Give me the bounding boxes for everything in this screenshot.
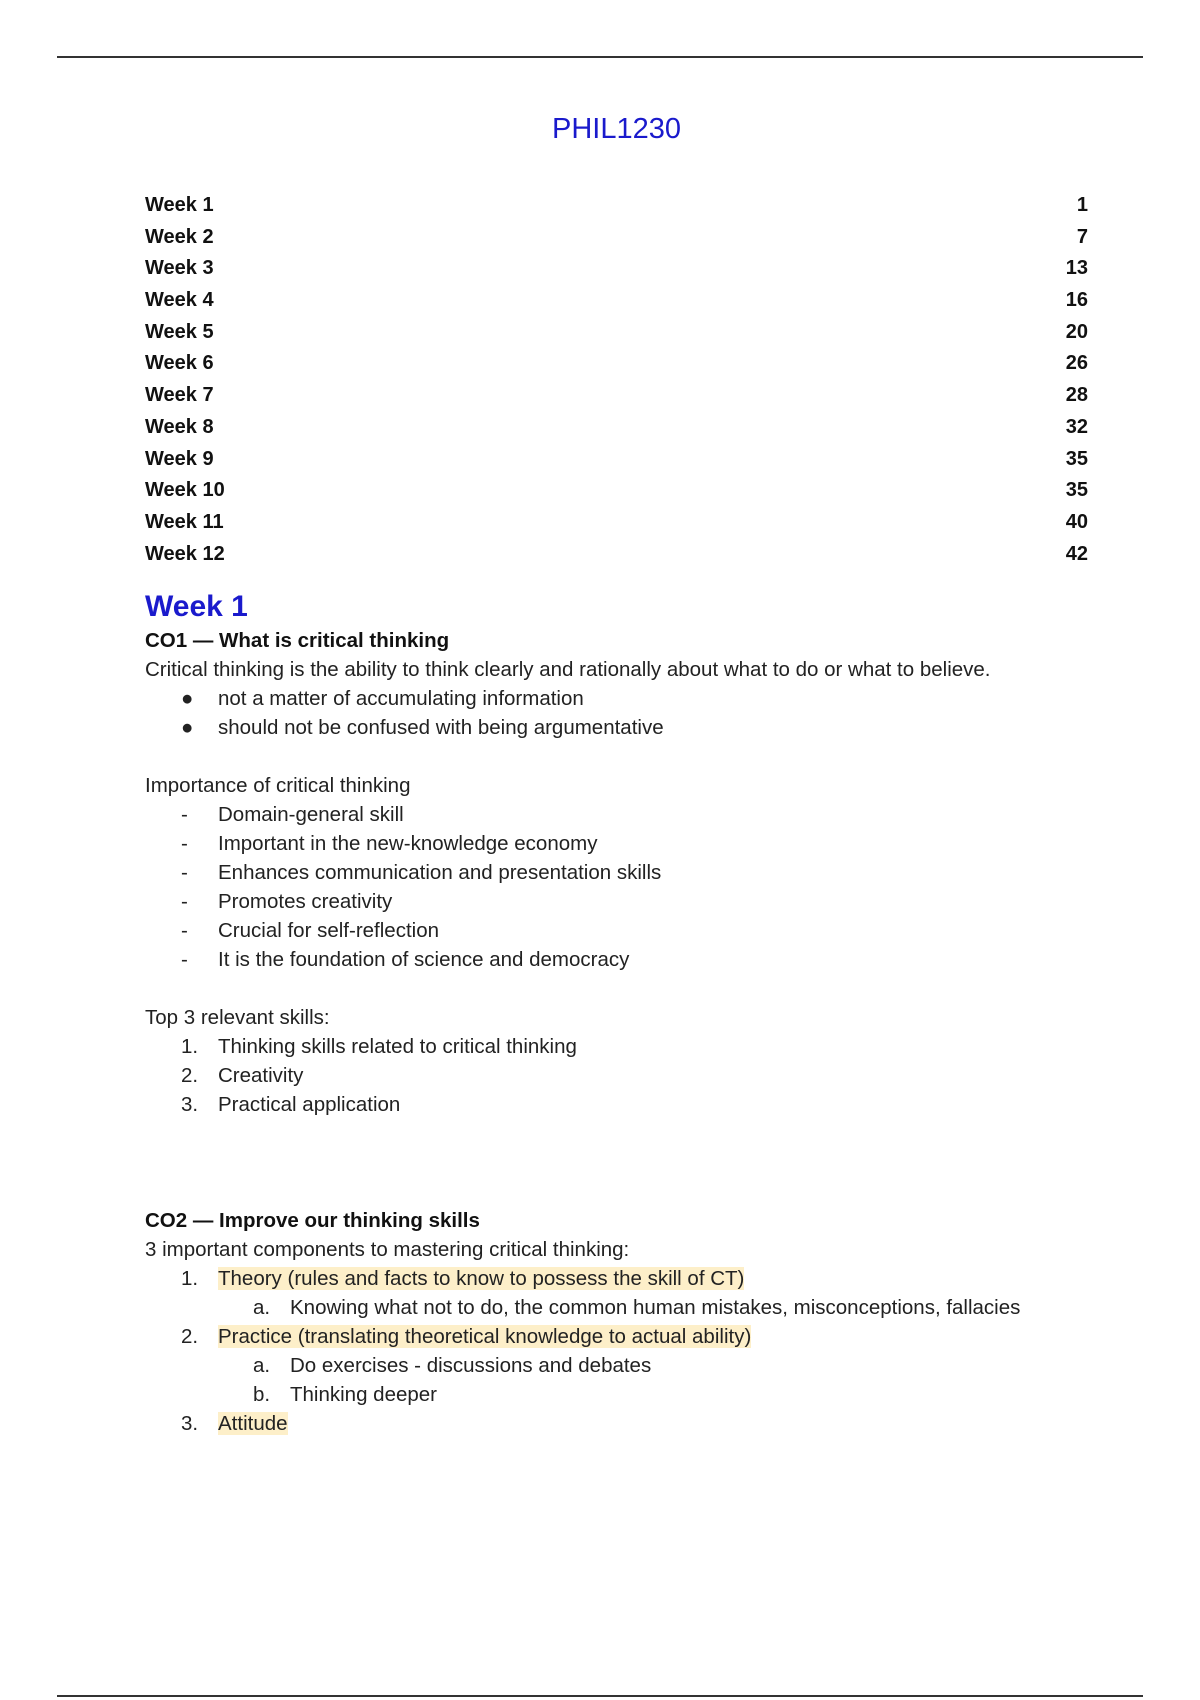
toc-page: 28 xyxy=(1065,384,1088,407)
list-item xyxy=(145,1322,1145,1351)
toc-page: 13 xyxy=(1065,257,1088,280)
toc-page: 7 xyxy=(1076,225,1088,248)
bullet-marker: ● xyxy=(181,687,194,710)
spacer xyxy=(145,742,1145,771)
toc-label: Week 12 xyxy=(145,542,225,565)
list-item-text: It is the foundation of science and democracy xyxy=(218,948,630,971)
toc-page: 16 xyxy=(1065,289,1088,312)
toc-label: Week 9 xyxy=(145,447,214,470)
toc-row[interactable] xyxy=(145,253,1088,285)
toc-page: 26 xyxy=(1065,352,1088,375)
list-item-text: Creativity xyxy=(218,1064,304,1087)
highlighted-text: Attitude xyxy=(218,1412,288,1435)
toc-row[interactable] xyxy=(145,348,1088,380)
toc-row[interactable] xyxy=(145,507,1088,539)
toc-label: Week 2 xyxy=(145,225,214,248)
dash-marker: - xyxy=(181,890,188,913)
co2-heading: CO2 — Improve our thinking skills xyxy=(145,1209,480,1232)
toc-label: Week 7 xyxy=(145,384,214,407)
number-marker: 2. xyxy=(181,1064,199,1087)
sub-list-item xyxy=(145,1351,1145,1380)
week1-section xyxy=(145,590,1145,1438)
spacer xyxy=(145,974,1145,1003)
top3-label: Top 3 relevant skills: xyxy=(145,1006,330,1029)
toc-row[interactable] xyxy=(145,475,1088,507)
importance-label: Importance of critical thinking xyxy=(145,774,411,797)
list-item xyxy=(145,713,1145,742)
top-rule xyxy=(57,56,1143,58)
number-marker: 2. xyxy=(181,1325,199,1348)
toc-row[interactable] xyxy=(145,285,1088,317)
toc-page: 32 xyxy=(1065,415,1088,438)
toc-page: 40 xyxy=(1065,510,1088,533)
table-of-contents xyxy=(145,190,1088,570)
toc-label: Week 4 xyxy=(145,289,214,312)
list-item-text: Knowing what not to do, the common human mistakes, misconceptions, fallacies xyxy=(290,1296,1021,1319)
list-item-text: Crucial for self-reflection xyxy=(218,919,440,942)
letter-marker: a. xyxy=(253,1296,271,1319)
list-item xyxy=(145,1409,1145,1438)
dash-marker: - xyxy=(181,919,188,942)
toc-page: 35 xyxy=(1065,447,1088,470)
list-item xyxy=(145,1061,1145,1090)
list-item xyxy=(145,1032,1145,1061)
week1-heading: Week 1 xyxy=(145,590,248,623)
top3-list xyxy=(145,1032,1145,1119)
number-marker: 3. xyxy=(181,1412,199,1435)
toc-page: 42 xyxy=(1065,542,1088,565)
list-item xyxy=(145,800,1145,829)
toc-row[interactable] xyxy=(145,539,1088,571)
list-item xyxy=(145,858,1145,887)
toc-row[interactable] xyxy=(145,190,1088,222)
number-marker: 3. xyxy=(181,1093,199,1116)
dash-marker: - xyxy=(181,832,188,855)
toc-page: 1 xyxy=(1076,194,1088,216)
toc-row[interactable] xyxy=(145,317,1088,349)
dash-marker: - xyxy=(181,861,188,884)
highlighted-text: Theory (rules and facts to know to possess the skill of CT) xyxy=(218,1267,745,1290)
list-item-text: Practical application xyxy=(218,1093,401,1116)
list-item-text: Domain-general skill xyxy=(218,803,404,826)
bottom-rule xyxy=(57,1695,1143,1697)
document-title: PHIL1230 xyxy=(552,113,681,145)
list-item-text: should not be confused with being argumentative xyxy=(218,716,664,739)
list-item xyxy=(145,684,1145,713)
list-item xyxy=(145,1090,1145,1119)
toc-row[interactable] xyxy=(145,444,1088,476)
toc-page: 35 xyxy=(1065,479,1088,502)
list-item xyxy=(145,1264,1145,1293)
list-item-text: Important in the new-knowledge economy xyxy=(218,832,598,855)
importance-list xyxy=(145,800,1145,974)
spacer xyxy=(145,1119,1145,1206)
number-marker: 1. xyxy=(181,1267,199,1290)
bullet-marker: ● xyxy=(181,716,194,739)
toc-row[interactable] xyxy=(145,412,1088,444)
highlighted-text: Practice (translating theoretical knowledge to actual ability) xyxy=(218,1325,752,1348)
list-item-text: Thinking deeper xyxy=(290,1383,438,1406)
co1-definition: Critical thinking is the ability to think clearly and rationally about what to do or what to believe. xyxy=(145,658,991,681)
list-item-text: Thinking skills related to critical thinking xyxy=(218,1035,577,1058)
toc-label: Week 5 xyxy=(145,320,214,343)
list-item xyxy=(145,887,1145,916)
co1-heading: CO1 — What is critical thinking xyxy=(145,629,450,652)
toc-label: Week 11 xyxy=(145,510,224,533)
list-item-text: Enhances communication and presentation skills xyxy=(218,861,662,884)
sub-list-item xyxy=(145,1293,1145,1322)
list-item xyxy=(145,829,1145,858)
co2-intro: 3 important components to mastering critical thinking: xyxy=(145,1238,630,1261)
toc-label: Week 8 xyxy=(145,415,214,438)
list-item-text: Do exercises - discussions and debates xyxy=(290,1354,652,1377)
list-item-text: Promotes creativity xyxy=(218,890,393,913)
dash-marker: - xyxy=(181,948,188,971)
toc-label: Week 3 xyxy=(145,257,214,280)
list-item xyxy=(145,945,1145,974)
toc-label: Week 1 xyxy=(145,194,214,216)
toc-label: Week 6 xyxy=(145,352,214,375)
components-list xyxy=(145,1264,1145,1438)
co1-bullet-list xyxy=(145,684,1145,742)
toc-page: 20 xyxy=(1065,320,1088,343)
toc-label: Week 10 xyxy=(145,479,225,502)
list-item xyxy=(145,916,1145,945)
letter-marker: a. xyxy=(253,1354,271,1377)
letter-marker: b. xyxy=(253,1383,271,1406)
sub-list-item xyxy=(145,1380,1145,1409)
list-item-text: not a matter of accumulating information xyxy=(218,687,584,710)
toc-row[interactable] xyxy=(145,222,1088,254)
number-marker: 1. xyxy=(181,1035,199,1058)
toc-row[interactable] xyxy=(145,380,1088,412)
dash-marker: - xyxy=(181,803,188,826)
